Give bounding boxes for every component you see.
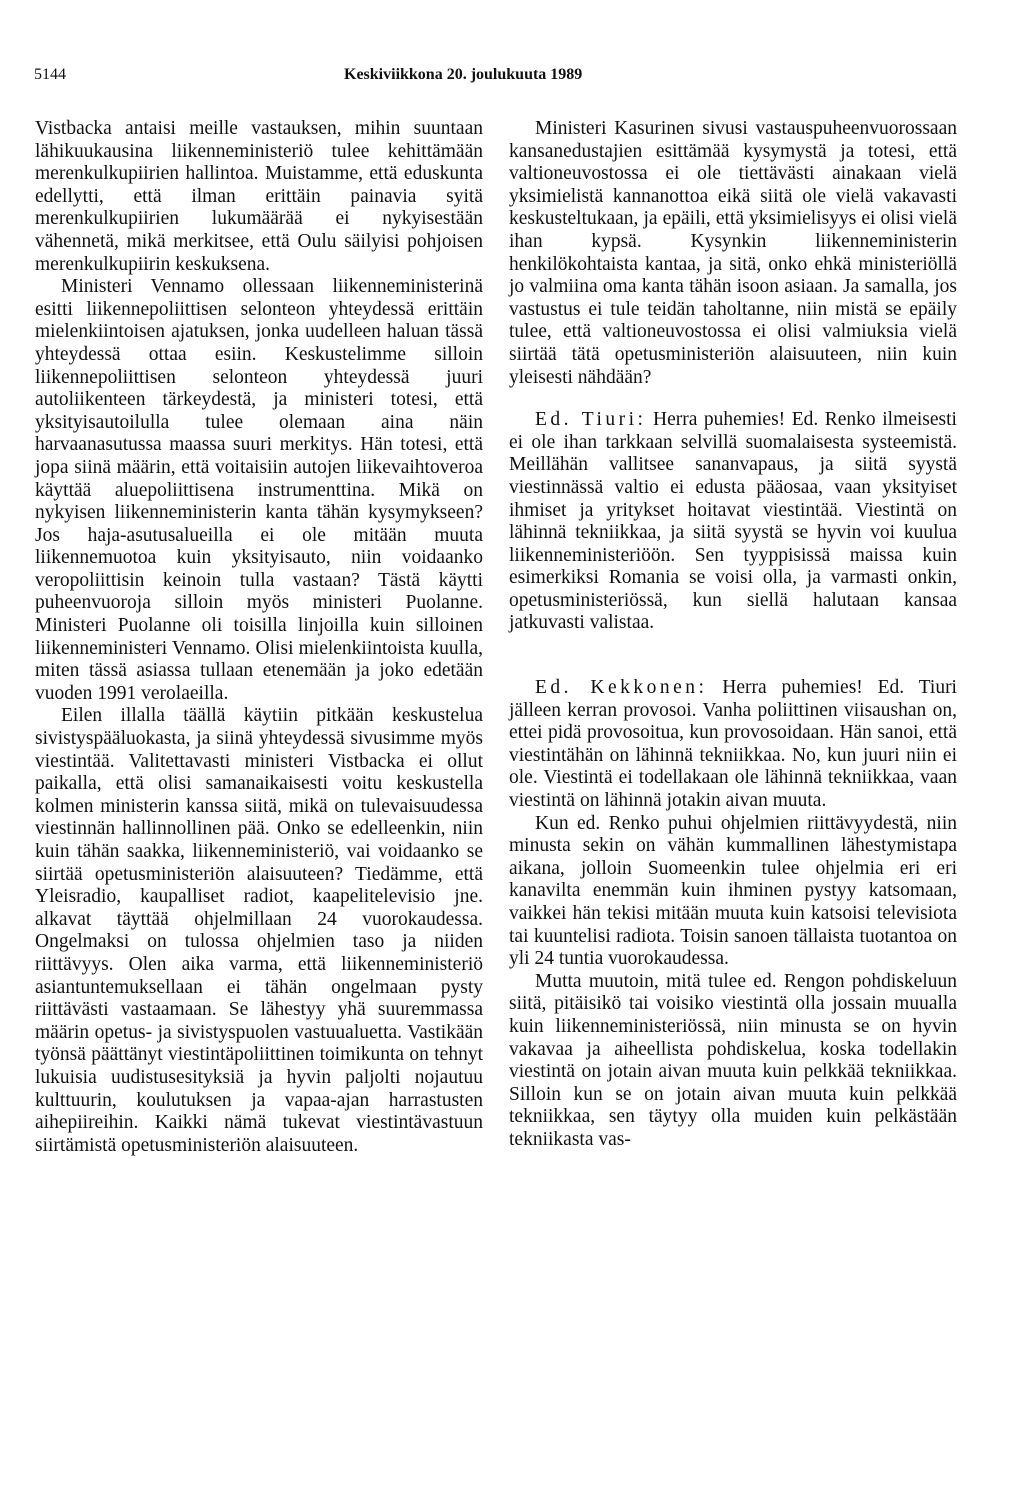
running-head: Keskiviikkona 20. joulukuuta 1989 — [344, 66, 583, 83]
paragraph: Ministeri Vennamo ollessaan liikenneministerinä esitti liikennepoliittisen selonteon yhteydessä erittäin mielenkiintoisen ajatuksen, jonka uudelleen haluan tässä yhteydessä ottaa esiin. Keskustelimme silloin liikennepoliittisen selonteon yhteydessä juuri autoliikenteen tärkeydestä, ja ministeri totesi, että yksityisautoilulla tulee olemaan aina näin harvaanasutussa maassa suuri merkitys. Hän totesi, että jopa siinä määrin, että voitaisiin autojen liikevaihtoveroa käyttää aluepoliittisena instrumenttina. Mikä on nykyisen liikenneministerin kanta tähän kysymykseen? Jos haja-asutusalueilla ei ole mitään muuta liikennemuotoa kuin yksityisauto, niin voidaanko veropoliittisin keinoin tulla vastaan? Tästä käytti puheenvuoroja silloin myös ministeri Puolanne. Ministeri Puolanne oli toisilla linjoilla kuin silloinen liikenneministeri Vennamo. Olisi mielenkiintoista kuulla, miten tässä asiassa tullaan etenemään ja joko edetään vuoden 1991 verolaeilla. — [35, 276, 483, 704]
page-header — [34, 66, 974, 88]
paragraph: Eilen illalla täällä käytiin pitkään keskustelua sivistyspääluokasta, ja siinä yhteydessä sivusimme myös viestintää. Valitettavasti ministeri Vistbacka ei ollut paikalla, että olisi samanaikaisesti voitu keskustella kolmen ministerin kanssa siitä, mikä on tulevaisuudessa viestinnän hallinnollinen pää. Onko se edelleenkin, niin kuin tähän saakka, liikenneministeriö, vai voidaanko se siirtää opetusministeriön alaisuuteen? Tiedämme, että Yleisradio, kaupalliset radiot, kaapelitelevisio jne. alkavat täyttää ohjelmillaan 24 vuorokaudessa. Ongelmaksi on tulossa ohjelmien taso ja niiden riittävyys. Olen aika varma, että liikenneministeriö asiantuntemuksellaan ei tähän ongelmaan pysty riittävästi vastaamaan. Se lähestyy yhä suuremmassa määrin opetus- ja sivistyspuolen vastuualuetta. Vastikään työnsä päättänyt viestintäpoliittinen toimikunta on tehnyt lukuisia uudistusesityksiä ja hyvin paljolti nojautuu kulttuurin, koulutuksen ja vapaa-ajan harrastusten aihepiireihin. Kaikki nämä tukevat viestintävastuun siirtämistä opetusministeriön alaisuuteen. — [35, 705, 483, 1156]
paragraph: Mutta muutoin, mitä tulee ed. Rengon pohdiskeluun siitä, pitäisikö tai voisiko viestintä olla jossain muualla kuin liikenneministeriössä, niin minusta se on hyvin vakavaa ja aiheellista pohdiskelua, koska todellakin viestintä on jotain aivan muuta kuin pelkkää tekniikkaa. Silloin kun se on jotain aivan muuta kuin pelkkää tekniikkaa, sen täytyy olla muiden kuin pelkästään tekniikasta vas- — [509, 970, 957, 1150]
paragraph: Vistbacka antaisi meille vastauksen, mihin suuntaan lähikuukausina liikenneministeriö tulee kehittämään merenkulkupiirien hallintoa. Muistamme, että eduskunta edellytti, että ilman erittäin painavia syitä merenkulkupiirien lukumäärää ei nykyisestään vähennetä, mikä merkitsee, että Oulu säilyisi pohjoisen merenkulkupiirin keskuksena. — [35, 118, 483, 275]
paragraph: Kun ed. Renko puhui ohjelmien riittävyydestä, niin minusta sekin on vähän kummallinen lähestymistapa aikana, jolloin Suomeenkin tulee ohjelmia eri eri kanavilta enemmän kuin ihminen pystyy katsomaan, vaikkei hän tekisi mitään muuta kuin katsoisi televisiota tai kuuntelisi radiota. Toisin sanoen tällaista tuotantoa on yli 24 tuntia vuorokaudessa. — [509, 812, 957, 970]
speaker-name: Ed. Kekkonen: — [535, 677, 708, 699]
speech-text: Herra puhemies! Ed. Renko ilmeisesti ei ole ihan tarkkaan selvillä suomalaisesta systeemistä. Meillähän vallitsee sananvapaus, ja siitä syystä viestinnässä valtio ei edusta pääosaa, vaan yksityiset ihmiset ja yritykset hoitavat viestintää. Viestintä on lähinnä tekniikkaa, ja siitä syystä se hyvin voi kuulua liikenneministeriöön. Sen tyyppisissä maissa kuin esimerkiksi Romania se voisi olla, ja varmasti onkin, opetusministeriössä, kun siellä halutaan kansaa jatkuvasti valistaa. — [509, 409, 957, 634]
page-number: 5144 — [34, 66, 66, 83]
right-column — [509, 118, 957, 1152]
speaker-name: Ed. Tiuri: — [535, 409, 647, 431]
speech-paragraph — [509, 409, 957, 635]
paragraph: Ministeri Kasurinen sivusi vastauspuheenvuorossaan kansanedustajien esittämää kysymystä ja totesi, että valtioneuvostossa ei ole tiettävästi ainakaan vielä yksimielistä kannanottoa eikä siitä ole vielä vakavasti keskusteltukaan, ja epäili, että yksimielisyys ei olisi vielä ihan kypsä. Kysynkin liikenneministerin henkilökohtaista kantaa, ja sitä, onko ehkä ministeriöllä jo valmiina oma kanta tähän isoon asiaan. Ja samalla, jos vastustus ei tule teidän taholtanne, niin mistä se epäily tulee, että valtioneuvostossa ei olisi valmiuksia vielä siirtää tätä opetusministeriön alaisuuteen, niin kuin yleisesti nähdään? — [509, 118, 957, 388]
speech-paragraph — [509, 677, 957, 813]
left-column — [35, 118, 483, 1157]
speech-text: Herra puhemies! Ed. Tiuri jälleen kerran provosoi. Vanha poliittinen viisaushan on, ettei pidä provosoitua, kun provosoidaan. Hän sanoi, että viestintähän on lähinnä tekniikkaa. No, kun juuri niin ei ole. Viestintä ei todellakaan ole lähinnä tekniikkaa, vaan viestintä on lähinnä jotakin aivan muuta. — [509, 677, 957, 812]
